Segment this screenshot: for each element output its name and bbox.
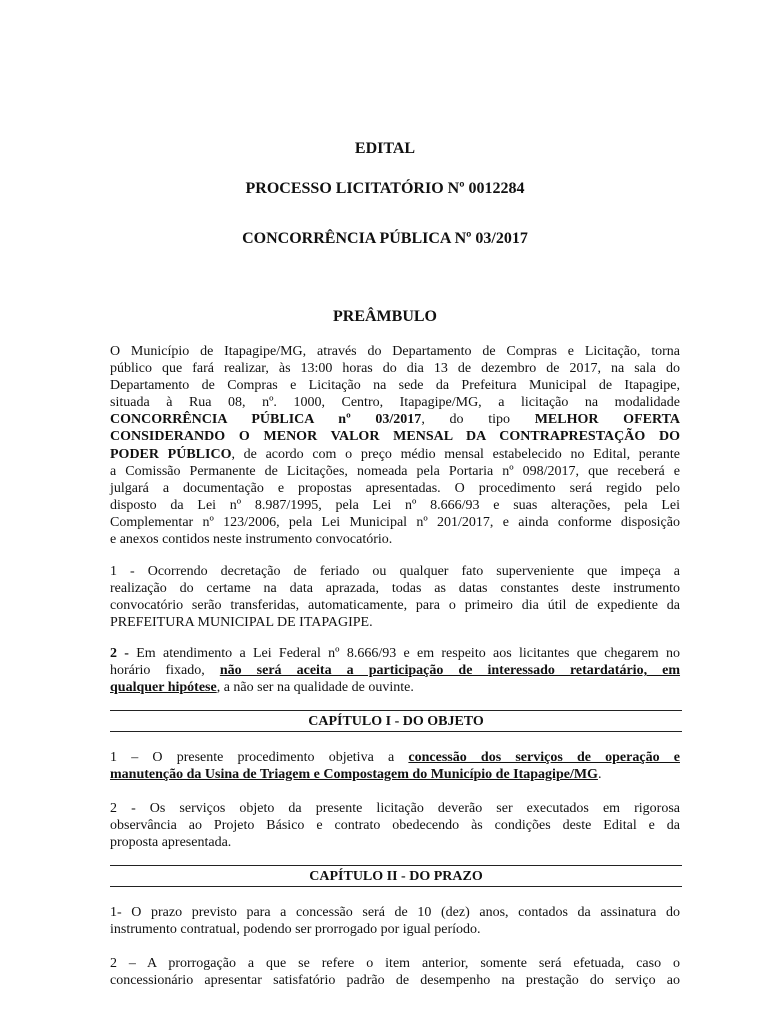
chapter-1-item-2 — [110, 800, 680, 851]
text-line: O Município de Itapagipe/MG, através do Departamento de Compras e Licitação, torna — [110, 344, 680, 359]
text-line: Complementar nº 123/2006, pela Lei Municipal nº 201/2017, e ainda conforme disposição — [110, 514, 680, 530]
text-line: e anexos contidos neste instrumento convocatório. — [110, 532, 393, 548]
concorrencia-number: CONCORRÊNCIA PÚBLICA Nº 03/2017 — [242, 230, 528, 247]
text-line: Departamento de Compras e Licitação na sede da Prefeitura Municipal de Itapagipe, — [110, 378, 680, 394]
chapter-1-item-1 — [110, 749, 680, 783]
type-bold-continued: CONSIDERANDO O MENOR VALOR MENSAL DA CONTRAPRESTAÇÃO DO — [110, 429, 680, 445]
poder-publico-bold: PODER PÚBLICO — [110, 446, 232, 462]
text-line: julgará a documentação e propostas apresentadas. O procedimento será regido pelo — [110, 480, 680, 496]
item-number: 2 - — [110, 646, 129, 661]
text-line — [110, 749, 680, 766]
text-line — [110, 645, 680, 662]
text-fragment: Em atendimento a Lei Federal nº 8.666/93 e em respeito aos licitantes que chegarem no — [128, 646, 680, 661]
text-line — [110, 766, 680, 783]
chapter-2-item-2 — [110, 955, 680, 989]
paragraph-2 — [110, 645, 680, 696]
text-line: concessionário apresentar satisfatório padrão de desempenho na prestação do serviço ao — [110, 973, 680, 989]
text-line: público que fará realizar, às 13:00 horas do dia 13 de dezembro de 2017, na sala do — [110, 361, 680, 377]
text-fragment: , de acordo com o preço médio mensal estabelecido no Edital, perante — [231, 446, 680, 462]
document-title: EDITAL — [354, 140, 416, 157]
text-line: 2 – A prorrogação a que se refere o item anterior, somente será efetuada, caso o — [110, 956, 680, 971]
text-line: observância ao Projeto Básico e contrato obedecendo às condições deste Edital e da — [110, 818, 680, 834]
text-line: PREFEITURA MUNICIPAL DE ITAPAGIPE. — [110, 615, 373, 631]
text-line: 2 - Os serviços objeto da presente licitação deverão ser executados em rigorosa — [110, 801, 680, 816]
text-line — [110, 411, 680, 428]
text-fragment: , a não ser na qualidade de ouvinte. — [216, 680, 414, 696]
chapter-2-heading: CAPÍTULO II - DO PRAZO — [110, 865, 682, 887]
text-line: realização do certame na data aprazada, todas as datas constantes deste instrumento — [110, 581, 680, 597]
preambulo-heading: PREÂMBULO — [333, 308, 437, 325]
text-line: instrumento contratual, podendo ser prorrogado por igual período. — [110, 922, 481, 938]
text-line — [110, 679, 680, 696]
preamble-paragraph — [110, 343, 680, 548]
process-number: PROCESSO LICITATÓRIO Nº 0012284 — [245, 180, 525, 197]
late-bidder-notice: não será aceita a participação de interessado retardatário, em — [219, 663, 681, 679]
text-fragment: , do tipo — [421, 412, 535, 428]
late-bidder-notice-cont: qualquer hipótese — [110, 680, 217, 696]
text-line: disposto da Lei nº 8.987/1995, pela Lei nº 8.666/93 e suas alterações, pela Lei — [110, 497, 680, 513]
chapter-2-item-1 — [110, 904, 680, 938]
text-fragment: 1 – O presente procedimento objetiva a — [110, 750, 409, 765]
object-description-cont: manutenção da Usina de Triagem e Compostagem do Município de Itapagipe/MG — [110, 767, 598, 783]
text-line: a Comissão Permanente de Licitações, nomeada pela Portaria nº 098/2017, que receberá e — [110, 463, 680, 479]
text-line: situada à Rua 08, nº. 1000, Centro, Itapagipe/MG, a licitação na modalidade — [110, 395, 680, 411]
text-fragment: . — [597, 767, 602, 783]
paragraph-1 — [110, 563, 680, 631]
object-description: concessão dos serviços de operação e — [408, 750, 680, 765]
text-fragment: horário fixado, — [110, 663, 220, 679]
text-line: proposta apresentada. — [110, 835, 232, 851]
text-line — [110, 446, 680, 463]
text-line — [110, 428, 680, 445]
chapter-1-heading: CAPÍTULO I - DO OBJETO — [110, 710, 682, 732]
type-bold: MELHOR OFERTA — [534, 412, 680, 428]
modality-bold: CONCORRÊNCIA PÚBLICA nº 03/2017 — [110, 412, 422, 428]
text-line: 1 - Ocorrendo decretação de feriado ou qualquer fato superveniente que impeça a — [110, 564, 680, 579]
text-line: 1- O prazo previsto para a concessão será de 10 (dez) anos, contados da assinatura do — [110, 905, 680, 920]
text-line — [110, 662, 680, 679]
text-line: convocatório serão transferidas, automaticamente, para o primeiro dia útil de expediente da — [110, 598, 680, 614]
